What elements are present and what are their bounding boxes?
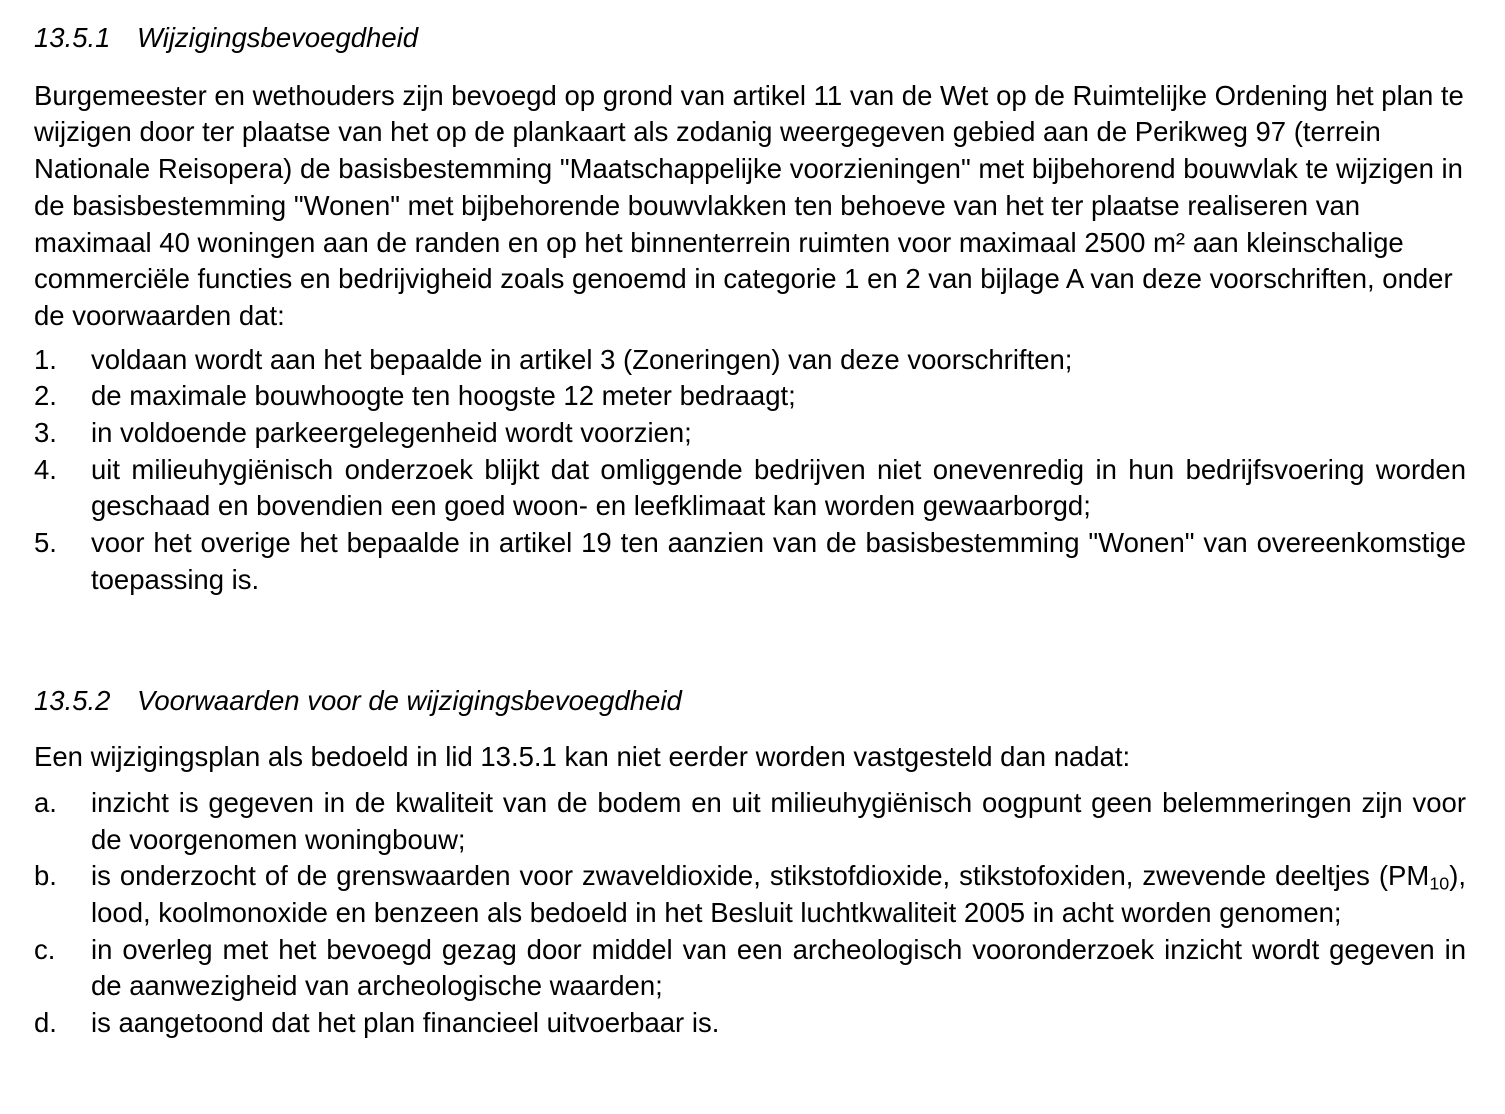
- conditions-list-lettered: [34, 785, 1466, 1042]
- list-item: [34, 415, 1466, 452]
- list-marker: 1.: [34, 343, 57, 375]
- list-item: [34, 785, 1466, 858]
- section-intro-paragraph: Een wijzigingsplan als bedoeld in lid 13.5.1 kan niet eerder worden vastgesteld dan nadat:: [34, 741, 1131, 773]
- list-item-text-before: is onderzocht of de grenswaarden voor zwaveldioxide, stikstofdioxide, stikstofoxiden, zwevende deeltjes (PM: [91, 860, 1430, 892]
- list-item-text-after: ), lood, koolmonoxide en benzeen als bedoeld in het Besluit luchtkwaliteit 2005 in acht worden genomen;: [91, 860, 1466, 929]
- list-item-text: inzicht is gegeven in de kwaliteit van de bodem en uit milieuhygiënisch oogpunt geen belemmeringen zijn voor de voorgenomen woningbouw;: [91, 786, 1466, 855]
- list-item-text: in overleg met het bevoegd gezag door middel van een archeologisch vooronderzoek inzicht wordt gegeven in de aanwezigheid van archeologische waarden;: [91, 933, 1466, 1002]
- list-marker: c.: [34, 933, 56, 965]
- section-intro-paragraph: Burgemeester en wethouders zijn bevoegd op grond van artikel 11 van de Wet op de Ruimtelijke Ordening het plan te wijzigen door ter plaatse van het op de plankaart als zodanig weergegeven gebied aan de Perikweg 97 (terrein Nationale Reisopera) de basisbestemming "Maatschappelijke voorzieningen" met bijbehorend bouwvlak te wijzigen in de basisbestemming "Wonen" met bijbehorende bouwvlakken ten behoeve van het ter plaatse realiseren van maximaal 40 woningen aan de randen en op het binnenterrein ruimten voor maximaal 2500 m² aan kleinschalige commerciële functies en bedrijvigheid zoals genoemd in categorie 1 en 2 van bijlage A van deze voorschriften, onder de voorwaarden dat:: [34, 79, 1464, 331]
- list-marker: 3.: [34, 417, 57, 449]
- list-item: [34, 452, 1466, 525]
- list-item: [34, 342, 1466, 379]
- list-marker: 5.: [34, 527, 57, 559]
- list-item: [34, 1005, 1466, 1042]
- list-item: [34, 378, 1466, 415]
- list-item-text: voldaan wordt aan het bepaalde in artikel 3 (Zoneringen) van deze voorschriften;: [91, 343, 1073, 375]
- list-item-text: de maximale bouwhoogte ten hoogste 12 meter bedraagt;: [91, 380, 796, 412]
- section-heading-13-5-1: [34, 20, 1466, 57]
- list-item-text: uit milieuhygiënisch onderzoek blijkt dat omliggende bedrijven niet onevenredig in hun bedrijfsvoering worden geschaad en bovendien een goed woon- en leefklimaat kan worden gewaarborgd;: [91, 453, 1466, 522]
- list-marker: a.: [34, 786, 57, 818]
- section-heading-13-5-2: [34, 683, 1466, 720]
- list-marker: 4.: [34, 453, 57, 485]
- list-marker: b.: [34, 860, 57, 892]
- list-item-text: is aangetoond dat het plan financieel uitvoerbaar is.: [91, 1007, 720, 1039]
- document-page: [34, 20, 1466, 1042]
- list-item: [34, 525, 1466, 598]
- list-item: [34, 858, 1466, 931]
- section-title: Voorwaarden voor de wijzigingsbevoegdheid: [137, 684, 682, 716]
- list-item: [34, 932, 1466, 1005]
- section-number: 13.5.1: [34, 22, 111, 53]
- section-number: 13.5.2: [34, 684, 111, 716]
- subscript-10: 10: [1429, 873, 1450, 894]
- list-marker: 2.: [34, 380, 57, 412]
- section-title: Wijzigingsbevoegdheid: [137, 22, 419, 53]
- list-item-text: voor het overige het bepaalde in artikel 19 ten aanzien van de basisbestemming "Wonen" van overeenkomstige toepassing is.: [91, 527, 1466, 595]
- list-marker: d.: [34, 1007, 57, 1039]
- list-item-text: in voldoende parkeergelegenheid wordt voorzien;: [91, 417, 692, 449]
- conditions-list-numbered: [34, 342, 1466, 599]
